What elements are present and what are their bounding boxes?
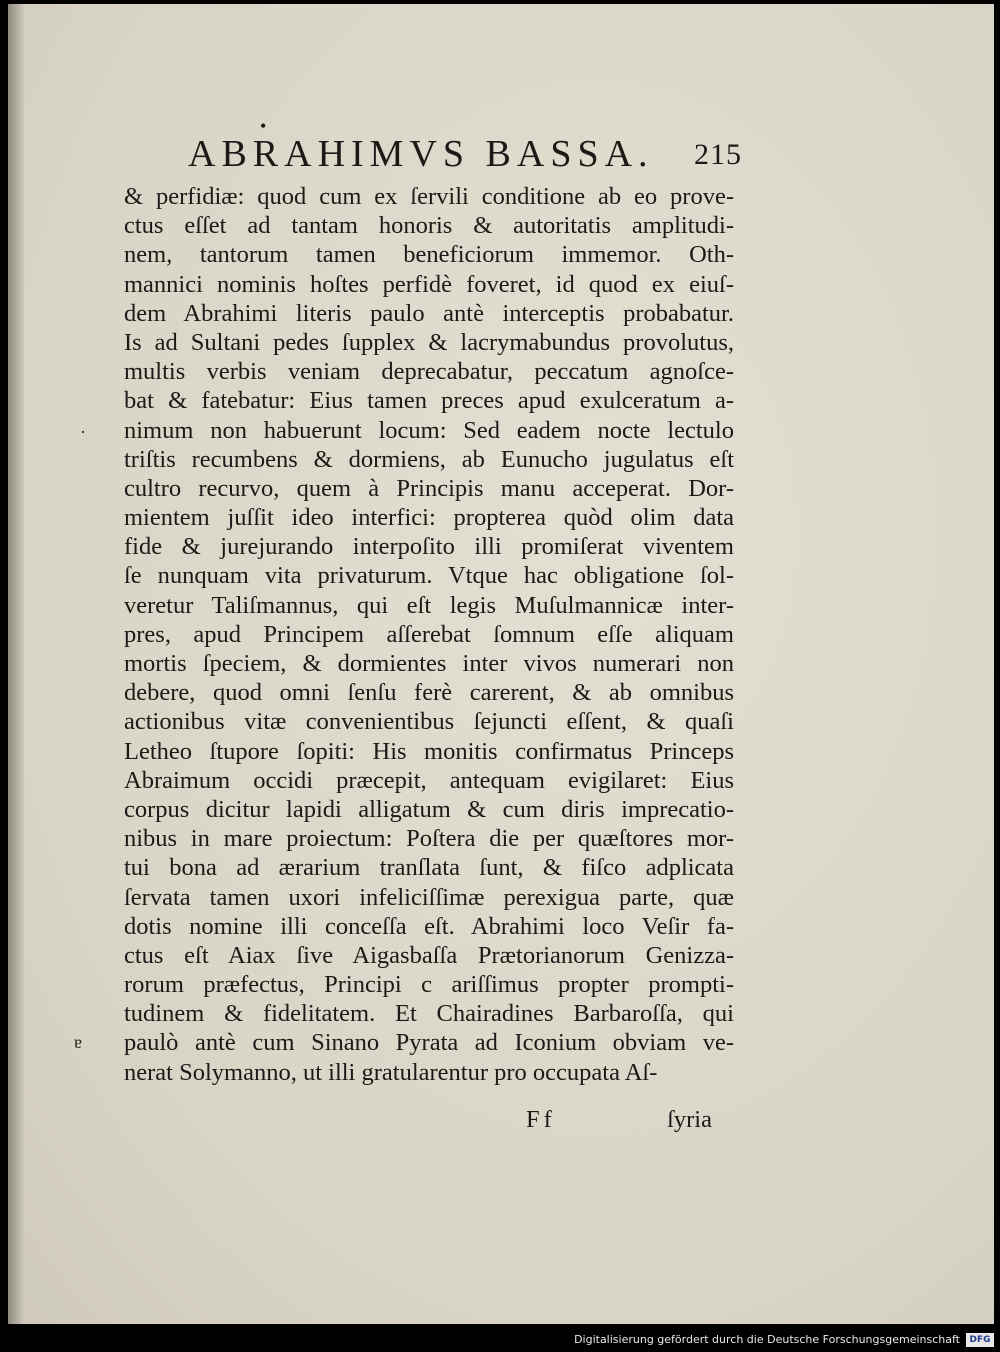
text-line: cultro recurvo, quem à Principis manu acceperat. Dor-: [124, 474, 734, 502]
text-line: veretur Taliſmannus, qui eſt legis Muſulmannicæ inter-: [124, 591, 734, 619]
text-line: debere, quod omni ſenſu ferè carerent, & ab omnibus: [124, 679, 734, 707]
text-line: ctus eſſet ad tantam honoris & autoritatis amplitudi-: [124, 212, 734, 240]
credit-bar: [0, 1330, 1000, 1352]
text-line: mortis ſpeciem, & dormientes inter vivos numerari non: [124, 650, 734, 677]
text-line: actionibus vitæ convenientibus ſejuncti eſſent, & quaſi: [124, 708, 734, 736]
text-line: Abraimum occidi præcepit, antequam evigilaret: Eius: [124, 766, 734, 794]
book-page: [8, 4, 994, 1324]
page-header: [182, 116, 742, 182]
text-line: nimum non habuerunt locum: Sed eadem nocte lectulo: [124, 416, 734, 444]
running-title: ABRAHIMVS BASSA.: [188, 133, 654, 175]
ink-speck: ·: [80, 422, 86, 442]
text-line: tui bona ad ærarium tranſlata ſunt, & fiſco adplicata: [124, 854, 734, 882]
text-line: triſtis recumbens & dormiens, ab Eunucho jugulatus eſt: [124, 445, 734, 473]
dfg-logo: DFG: [966, 1333, 994, 1347]
page-gutter: [8, 4, 24, 1324]
header-dot-mark: •: [260, 116, 267, 136]
text-line: ſervata tamen uxori infeliciſſimæ perexigua parte, quæ: [124, 883, 734, 911]
text-line: & perfidiæ: quod cum ex ſervili conditione ab eo prove-: [124, 183, 734, 210]
text-line: mientem juſſit ideo interfici: propterea quòd olim data: [124, 504, 734, 532]
page-number: 215: [694, 138, 742, 171]
text-line: tudinem & fidelitatem. Et Chairadines Barbaroſſa, qui: [124, 1000, 734, 1028]
text-line: paulò antè cum Sinano Pyrata ad Iconium obviam ve-: [124, 1029, 734, 1057]
text-line: fide & jurejurando interpoſito illi promiſerat viventem: [124, 533, 734, 561]
text-line: nerat Solymanno, ut illi gratularentur pro occupata Aſ-: [124, 1058, 658, 1086]
text-line: nibus in mare proiectum: Poſtera die per quæſtores mor-: [124, 825, 734, 853]
text-line: dotis nomine illi conceſſa eſt. Abrahimi loco Veſir fa-: [124, 912, 734, 940]
ink-speck: ɐ: [74, 1032, 82, 1052]
text-line: multis verbis veniam deprecabatur, peccatum agnoſce-: [124, 358, 734, 386]
text-line: rorum præfectus, Principi c ariſſimus propter prompti-: [124, 971, 734, 999]
text-line: ſe nunquam vita privaturum. Vtque hac obligatione ſol-: [124, 562, 734, 590]
text-line: Letheo ſtupore ſopiti: His monitis confirmatus Princeps: [124, 737, 734, 765]
text-line: nem, tantorum tamen beneficiorum immemor. Oth-: [124, 241, 734, 269]
body-text: [124, 182, 734, 1087]
credit-text: Digitalisierung gefördert durch die Deutsche Forschungsgemeinschaft: [574, 1333, 960, 1346]
text-line: Is ad Sultani pedes ſupplex & lacrymabundus provolutus,: [124, 328, 734, 356]
text-line: ctus eſt Aiax ſive Aigasbaſſa Prætorianorum Genizza-: [124, 941, 734, 969]
text-line: dem Abrahimi literis paulo antè interceptis probabatur.: [124, 299, 734, 327]
text-line: pres, apud Principem aſſerebat ſomnum eſſe aliquam: [124, 620, 734, 648]
catchword: ſyria: [667, 1106, 712, 1133]
signature-mark: Ff: [526, 1106, 556, 1133]
page-footer: [124, 1106, 734, 1136]
text-line: bat & fatebatur: Eius tamen preces apud exulceratum a-: [124, 387, 734, 415]
text-line: mannici nominis hoſtes perfidè foveret, id quod ex eiuſ-: [124, 270, 734, 298]
text-line: corpus dicitur lapidi alligatum & cum diris imprecatio-: [124, 795, 734, 823]
